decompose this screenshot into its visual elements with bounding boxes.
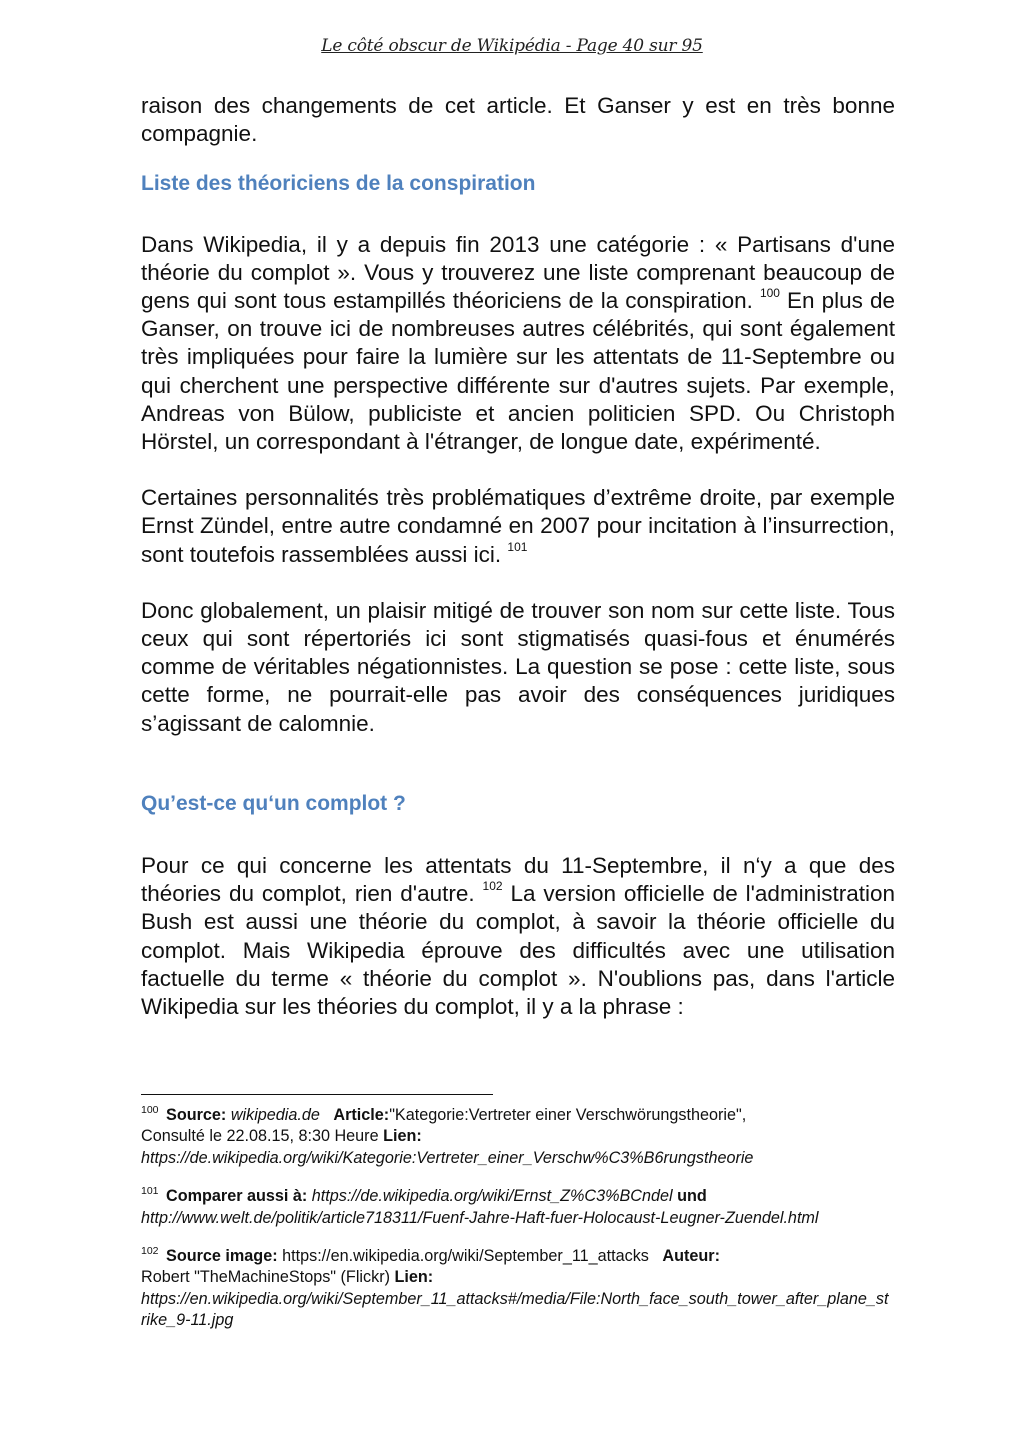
paragraph-sept-11-text-1: Pour ce qui concerne les attentats du 11-Septembre, il n‘y a que des théories du complot, rien d'autre. xyxy=(141,853,895,907)
paragraph-conclusion: Donc globalement, un plaisir mitigé de trouver son nom sur cette liste. Tous ceux qui sont répertoriés ici sont stigmatisés quasi-fous et énumérés comme de véritables négationnistes. La question se pose : cette liste, sous cette forme, ne pourrait-elle pas avoir des conséquences juridiques s’agissant de calomnie. xyxy=(141,597,895,736)
footnote-source-value: wikipedia.de xyxy=(230,1106,320,1124)
footnote-link-url-2[interactable]: http://www.welt.de/politik/article718311/Fuenf-Jahre-Haft-fuer-Holocaust-Leugner-Zuendel.html xyxy=(141,1208,819,1227)
footnote-source-url[interactable]: https://en.wikipedia.org/wiki/September_11_attacks xyxy=(282,1247,649,1266)
footnote-link-url[interactable]: https://en.wikipedia.org/wiki/September_11_attacks#/media/File:North_face_south_tower_after_plane_strike_9-11.jpg xyxy=(141,1289,889,1330)
footnote-article-label: Article: xyxy=(333,1106,390,1124)
footnote-consulted: Consulté le 22.08.15, 8:30 Heure xyxy=(141,1127,379,1146)
footnote-link-label: Lien: xyxy=(394,1268,434,1287)
section-heading-liste: Liste des théoriciens de la conspiration xyxy=(141,172,536,196)
footnote-100 xyxy=(141,1105,901,1169)
footnote-article-value: "Kategorie:Vertreter einer Verschwörungstheorie", xyxy=(389,1106,747,1124)
footnote-number: 102 xyxy=(141,1245,159,1258)
footnote-number: 101 xyxy=(141,1185,159,1198)
footnote-ref-100[interactable]: 100 xyxy=(759,286,780,301)
footnote-link-url[interactable]: https://de.wikipedia.org/wiki/Kategorie:Vertreter_einer_Verschw%C3%B6rungstheorie xyxy=(141,1148,754,1167)
footnote-source-image-label: Source image: xyxy=(166,1247,278,1266)
footnote-102 xyxy=(141,1246,901,1332)
paragraph-intro: raison des changements de cet article. Et Ganser y est en très bonne compagnie. xyxy=(141,93,895,147)
paragraph-category-text-2: En plus de Ganser, on trouve ici de nombreuses autres célébrités, qui sont également très impliquées pour faire la lumière sur les attentats de 11-Septembre ou qui cherchent une perspective différente sur d'autres sujets. Par exemple, Andreas von Bülow, publiciste et ancien politicien SPD. Ou Christoph Hörstel, un correspondant à l'étranger, de longue date, expérimenté. xyxy=(141,288,895,455)
section-heading-complot: Qu’est-ce qu‘un complot ? xyxy=(141,791,406,815)
footnotes-section xyxy=(141,1094,901,1349)
footnote-and-label: und xyxy=(677,1187,707,1206)
paragraph-category-text-1: Dans Wikipedia, il y a depuis fin 2013 une catégorie : « Partisans d'une théorie du complot ». Vous y trouverez une liste comprenant beaucoup de gens qui sont tous estampillés théoriciens de la conspiration. xyxy=(141,231,895,314)
footnote-number: 100 xyxy=(141,1104,159,1116)
paragraph-sept-11 xyxy=(141,852,895,1021)
footnote-separator xyxy=(141,1094,493,1095)
paragraph-category xyxy=(141,231,895,457)
paragraph-extreme-right-text: Certaines personnalités très problématiques d’extrême droite, par exemple Ernst Zündel, entre autre condamné en 2007 pour incitation à l’insurrection, sont toutefois rassemblées aussi ici. xyxy=(141,485,895,567)
footnote-ref-101[interactable]: 101 xyxy=(507,539,528,554)
paragraph-extreme-right xyxy=(141,484,895,569)
footnote-compare-label: Comparer aussi à: xyxy=(166,1187,308,1206)
footnote-link-label: Lien: xyxy=(383,1127,422,1146)
footnote-link-url-1[interactable]: https://de.wikipedia.org/wiki/Ernst_Z%C3%BCndel xyxy=(311,1187,673,1206)
footnote-ref-102[interactable]: 102 xyxy=(482,879,503,894)
footnote-author-label: Auteur: xyxy=(662,1247,720,1266)
footnote-101 xyxy=(141,1186,901,1229)
footnote-source-label: Source: xyxy=(166,1106,227,1124)
footnote-author-value: Robert "TheMachineStops" (Flickr) xyxy=(141,1268,390,1287)
main-content xyxy=(141,92,895,1021)
page-running-header: Le côté obscur de Wikipédia - Page 40 sur 95 xyxy=(321,36,703,56)
paragraph-sept-11-text-2: La version officielle de l'administration Bush est aussi une théorie du complot, à savoir la théorie officielle du complot. Mais Wikipedia éprouve des difficultés avec une utilisation factuelle du terme « théorie du complot ». N'oublions pas, dans l'article Wikipedia sur les théories du complot, il y a la phrase : xyxy=(141,881,895,1020)
